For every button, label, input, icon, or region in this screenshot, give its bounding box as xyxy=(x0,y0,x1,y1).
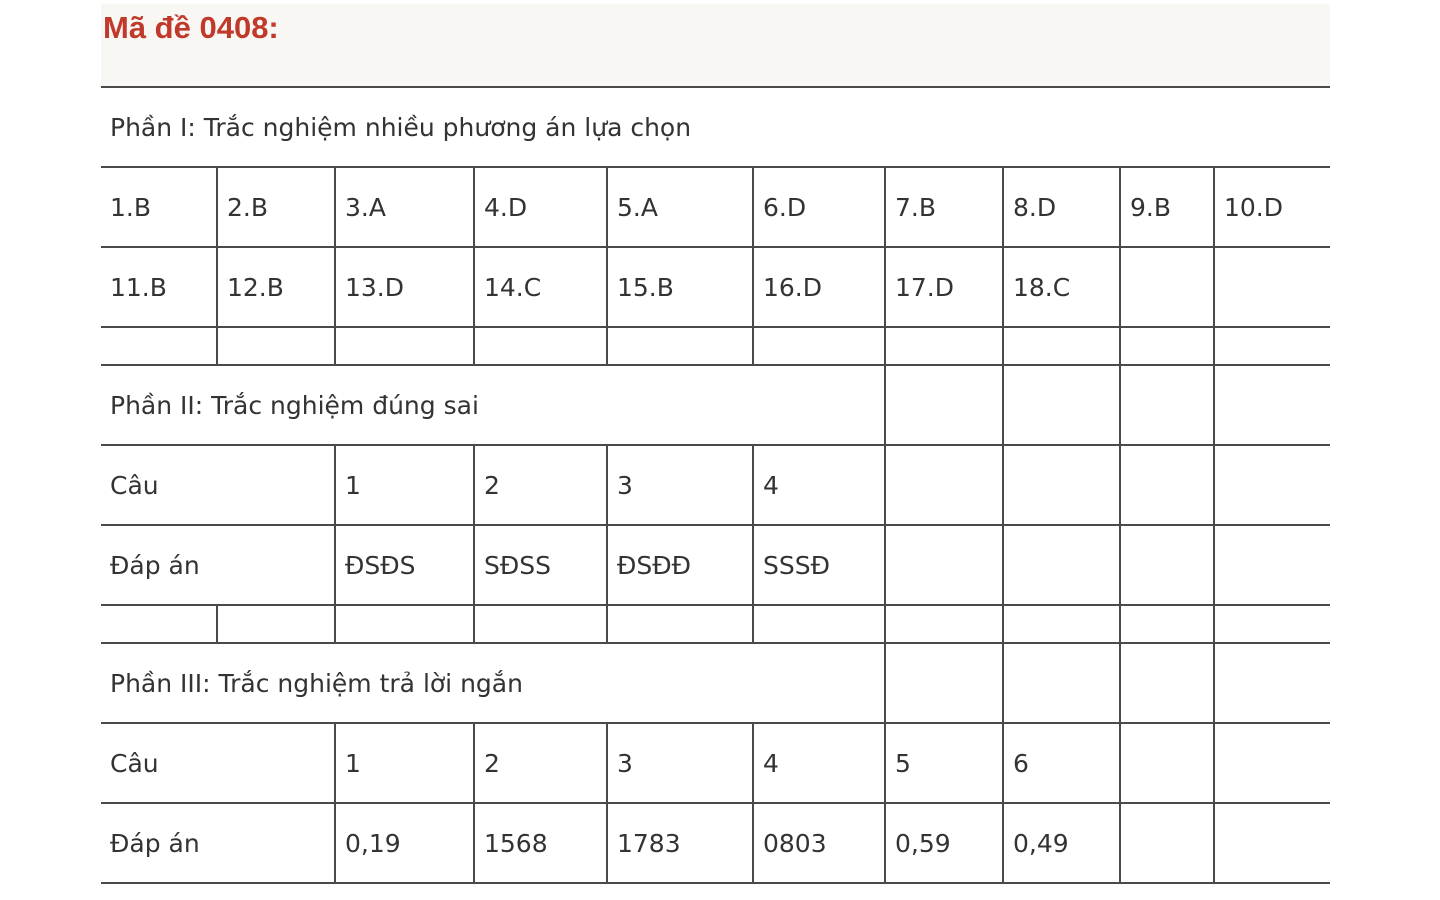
answer-cell: ĐSĐS xyxy=(335,525,474,605)
empty-cell xyxy=(885,525,1003,605)
answer-cell: SSSĐ xyxy=(753,525,885,605)
answer-cell: 18.C xyxy=(1003,247,1120,327)
empty-cell xyxy=(1003,445,1120,525)
part2-answer-row xyxy=(101,525,1330,605)
empty-cell xyxy=(885,365,1003,445)
question-number: 3 xyxy=(607,723,753,803)
question-number: 1 xyxy=(335,723,474,803)
answer-cell: 0,19 xyxy=(335,803,474,883)
empty-cell xyxy=(1214,365,1330,445)
part3-heading-row xyxy=(101,643,1330,723)
answer-key-page xyxy=(101,4,1330,884)
empty-cell xyxy=(1120,643,1214,723)
answer-cell: 3.A xyxy=(335,167,474,247)
part1-heading: Phần I: Trắc nghiệm nhiều phương án lựa chọn xyxy=(101,87,1330,167)
answer-cell: 5.A xyxy=(607,167,753,247)
empty-cell xyxy=(1214,803,1330,883)
empty-cell xyxy=(1120,605,1214,643)
empty-cell xyxy=(1214,605,1330,643)
answer-cell: 2.B xyxy=(217,167,335,247)
empty-cell xyxy=(1214,247,1330,327)
part3-heading: Phần III: Trắc nghiệm trả lời ngắn xyxy=(101,643,885,723)
empty-cell xyxy=(1120,723,1214,803)
question-number: 5 xyxy=(885,723,1003,803)
empty-cell xyxy=(1214,525,1330,605)
part3-answer-row xyxy=(101,803,1330,883)
exam-code-title: Mã đề 0408: xyxy=(103,10,279,45)
question-number: 4 xyxy=(753,723,885,803)
answer-cell: 8.D xyxy=(1003,167,1120,247)
part3-question-row xyxy=(101,723,1330,803)
answer-cell: 0803 xyxy=(753,803,885,883)
answer-table xyxy=(101,86,1330,884)
empty-cell xyxy=(217,327,335,365)
empty-cell xyxy=(1120,525,1214,605)
empty-cell xyxy=(753,605,885,643)
spacer-row xyxy=(101,327,1330,365)
question-label: Câu xyxy=(101,445,335,525)
empty-cell xyxy=(607,327,753,365)
spacer-row xyxy=(101,605,1330,643)
answer-cell: 1783 xyxy=(607,803,753,883)
empty-cell xyxy=(217,605,335,643)
question-number: 4 xyxy=(753,445,885,525)
answer-cell: 12.B xyxy=(217,247,335,327)
title-bar xyxy=(101,4,1330,86)
empty-cell xyxy=(885,327,1003,365)
empty-cell xyxy=(1214,327,1330,365)
empty-cell xyxy=(1214,643,1330,723)
question-number: 2 xyxy=(474,723,607,803)
answer-cell: 0,59 xyxy=(885,803,1003,883)
empty-cell xyxy=(753,327,885,365)
empty-cell xyxy=(607,605,753,643)
answer-cell: SĐSS xyxy=(474,525,607,605)
part1-heading-row xyxy=(101,87,1330,167)
empty-cell xyxy=(101,327,217,365)
answer-cell: 1568 xyxy=(474,803,607,883)
question-number: 3 xyxy=(607,445,753,525)
part2-heading-row xyxy=(101,365,1330,445)
part1-answers-row-2 xyxy=(101,247,1330,327)
answer-cell: 10.D xyxy=(1214,167,1330,247)
empty-cell xyxy=(885,605,1003,643)
question-number: 6 xyxy=(1003,723,1120,803)
answer-cell: 14.C xyxy=(474,247,607,327)
answer-cell: 1.B xyxy=(101,167,217,247)
answer-cell: 7.B xyxy=(885,167,1003,247)
empty-cell xyxy=(335,605,474,643)
empty-cell xyxy=(474,327,607,365)
empty-cell xyxy=(1003,327,1120,365)
answer-label: Đáp án xyxy=(101,525,335,605)
empty-cell xyxy=(101,605,217,643)
answer-cell: 16.D xyxy=(753,247,885,327)
answer-cell: ĐSĐĐ xyxy=(607,525,753,605)
answer-cell: 4.D xyxy=(474,167,607,247)
empty-cell xyxy=(885,643,1003,723)
answer-cell: 13.D xyxy=(335,247,474,327)
empty-cell xyxy=(1120,247,1214,327)
empty-cell xyxy=(1120,445,1214,525)
answer-cell: 9.B xyxy=(1120,167,1214,247)
empty-cell xyxy=(1214,445,1330,525)
answer-cell: 11.B xyxy=(101,247,217,327)
empty-cell xyxy=(1120,327,1214,365)
part2-heading: Phần II: Trắc nghiệm đúng sai xyxy=(101,365,885,445)
question-number: 2 xyxy=(474,445,607,525)
answer-cell: 15.B xyxy=(607,247,753,327)
empty-cell xyxy=(1003,605,1120,643)
answer-cell: 0,49 xyxy=(1003,803,1120,883)
answer-cell: 6.D xyxy=(753,167,885,247)
empty-cell xyxy=(1120,803,1214,883)
empty-cell xyxy=(1120,365,1214,445)
part1-answers-row-1 xyxy=(101,167,1330,247)
answer-label: Đáp án xyxy=(101,803,335,883)
empty-cell xyxy=(885,445,1003,525)
question-number: 1 xyxy=(335,445,474,525)
empty-cell xyxy=(1003,643,1120,723)
part2-question-row xyxy=(101,445,1330,525)
question-label: Câu xyxy=(101,723,335,803)
empty-cell xyxy=(1003,525,1120,605)
empty-cell xyxy=(1214,723,1330,803)
empty-cell xyxy=(474,605,607,643)
empty-cell xyxy=(1003,365,1120,445)
answer-cell: 17.D xyxy=(885,247,1003,327)
empty-cell xyxy=(335,327,474,365)
